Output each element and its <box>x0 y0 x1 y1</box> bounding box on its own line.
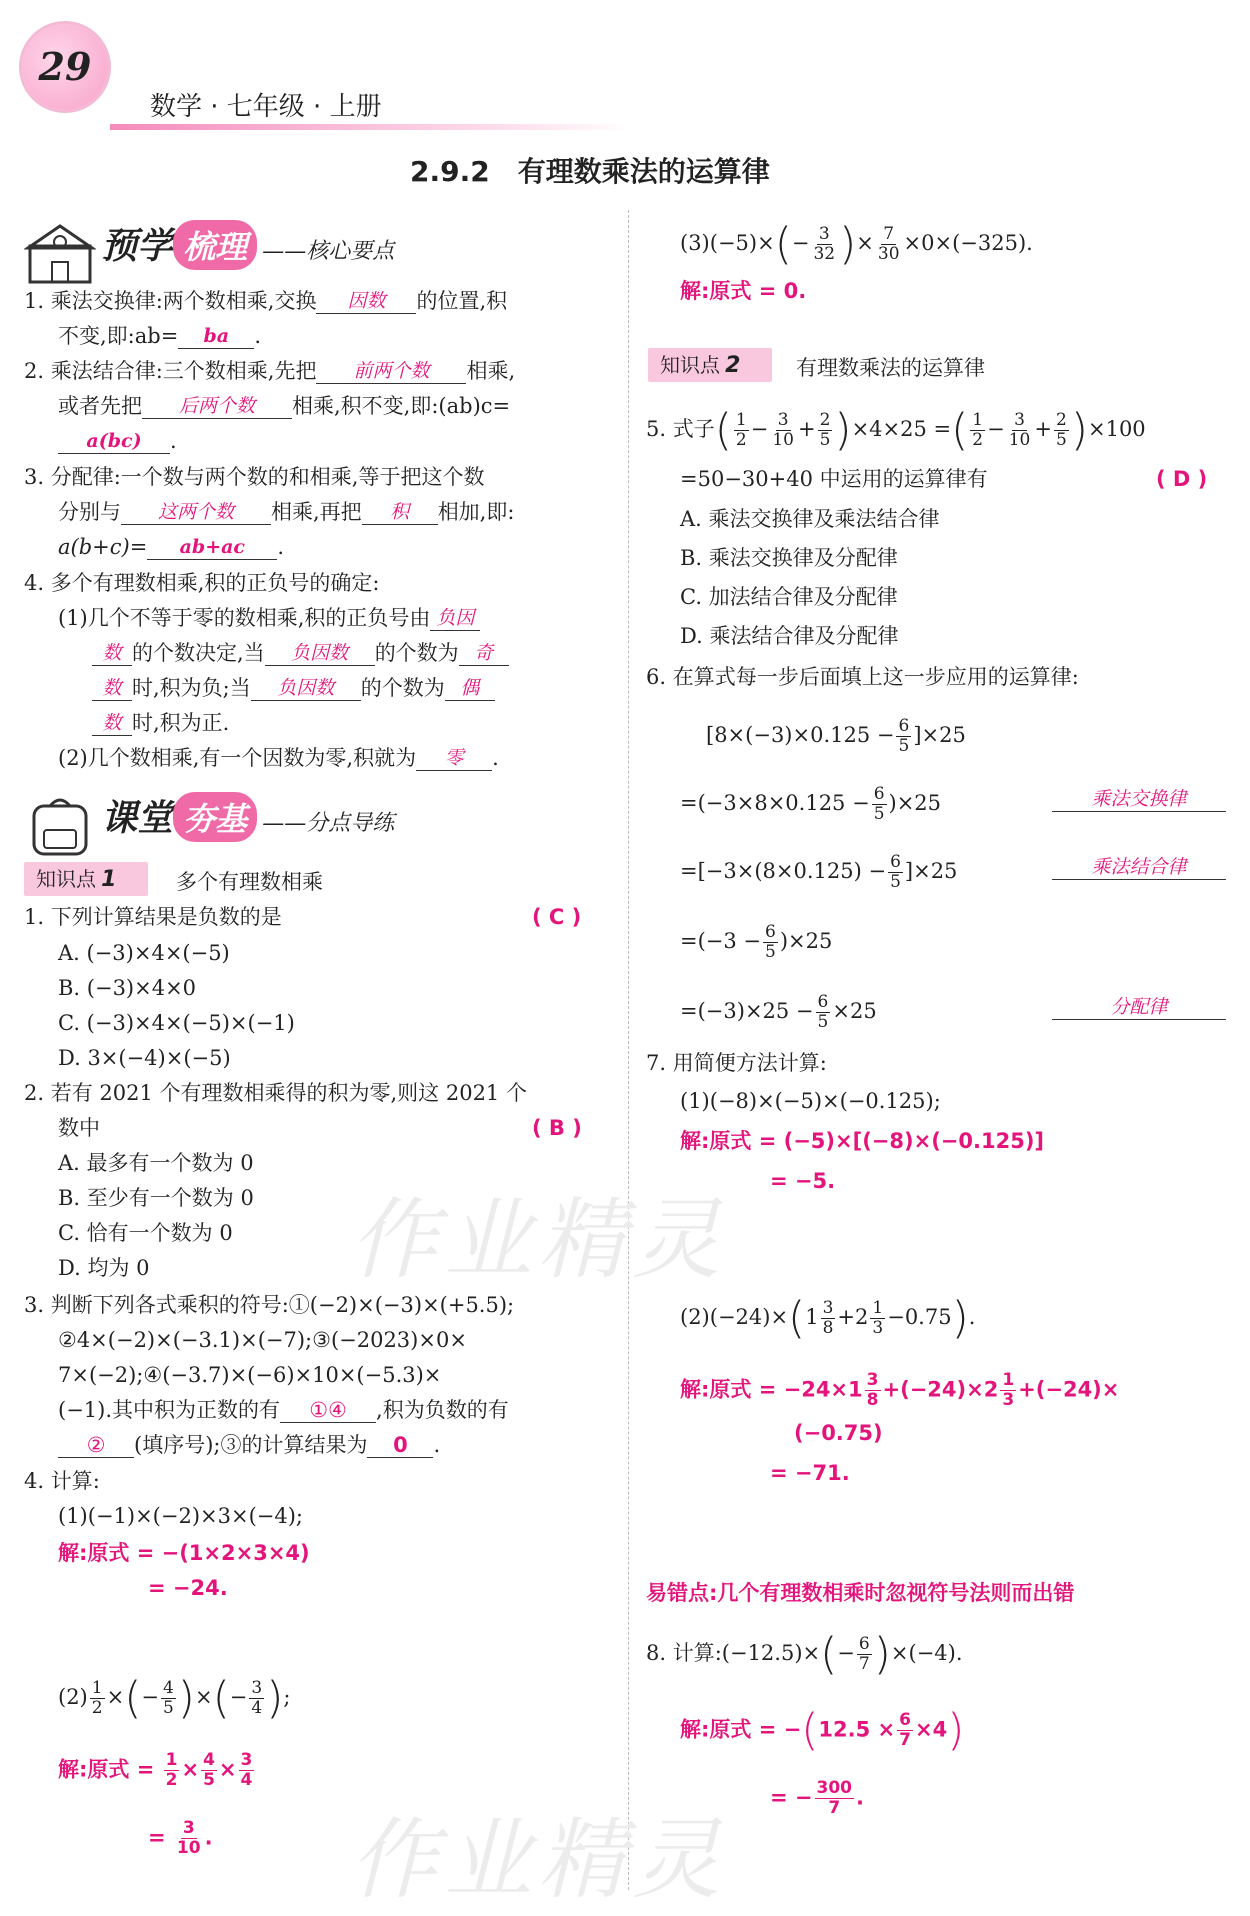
preview-q4-line3: 数 时,积为负;当 负因数 的个数为 偶 <box>92 675 495 701</box>
q8-solution-line1: 解:原式 = −(12.5 × $\frac{6}{7}$ ×4) <box>680 1704 965 1756</box>
q7-solution2-line1: 解:原式 = −24×1 $\frac{3}{8}$ +(−24)×2 $\frac{1}{3}$ +(−24)× <box>680 1370 1120 1410</box>
q1-option-d: D. 3×(−4)×(−5) <box>58 1046 231 1070</box>
q7-stem: 7. 用简便方法计算: <box>646 1051 827 1075</box>
school-icon <box>24 222 96 286</box>
preview-q3-line3: a(b+c)= ab+ac . <box>58 535 284 559</box>
preview-q2-line3: a(bc) . <box>58 428 177 454</box>
q2-stem-2: 数中 <box>58 1116 100 1140</box>
q6-row1: [8×(−3)×0.125 − $\frac{6}{5}$ ]×25 <box>706 716 966 756</box>
q5-stem-1: 5. 式子( $\frac{1}{2}$ − $\frac{3}{10}$ + $\frac{2}{5}$ )×4×25 =( $\frac{1}{2}$ − $\frac{3}{10}$ + $\frac{2}{5}$ )×100 <box>646 404 1146 456</box>
q1-option-c: C. (−3)×4×(−5)×(−1) <box>58 1011 295 1035</box>
preview-q4-line5: (2)几个数相乘,有一个因数为零,积就为 零 . <box>58 746 499 770</box>
preview-heading: 预学 梳理 ——核心要点 <box>24 218 394 286</box>
q2-answer: ( B ) <box>532 1116 582 1140</box>
q5-answer: ( D ) <box>1156 467 1208 491</box>
preview-q4-line2: 数 的个数决定,当 负因数 的个数为 奇 <box>92 640 509 666</box>
q7-solution2-line2: (−0.75) <box>794 1421 883 1445</box>
knowledge-point-2-tag: 知识点 2 <box>648 348 772 382</box>
q3-line5: ② (填序号);③的计算结果为 0 . <box>58 1432 440 1458</box>
q5-option-d: D. 乘法结合律及分配律 <box>680 624 899 648</box>
q7-solution1-line1: 解:原式 = (−5)×[(−8)×(−0.125)] <box>680 1129 1045 1153</box>
book-title: 数学 · 七年级 · 上册 <box>150 92 382 122</box>
preview-q1-line2: 不变,即:ab= ba . <box>58 324 261 348</box>
mistake-title: 易错点:几个有理数相乘时忽视符号法则而出错 <box>646 1581 1075 1605</box>
q6-law3: 分配律 <box>1052 994 1226 1020</box>
preview-q4-stem: 4. 多个有理数相乘,积的正负号的确定: <box>24 571 380 595</box>
watermark: 作业精灵 <box>350 1808 727 1911</box>
q5-option-a: A. 乘法交换律及乘法结合律 <box>680 507 940 531</box>
preview-q1-line1: 1. 乘法交换律:两个数相乘,交换 因数 的位置,积 <box>24 289 508 313</box>
classroom-heading: 课堂 夯基 ——分点导练 <box>24 790 394 858</box>
knowledge-point-1-tag: 知识点 1 <box>24 862 148 896</box>
q3-line3: 7×(−2);④(−3.7)×(−6)×10×(−5.3)× <box>58 1363 442 1387</box>
q1-option-b: B. (−3)×4×0 <box>58 976 197 1000</box>
q6-stem: 6. 在算式每一步后面填上这一步应用的运算律: <box>646 665 1079 689</box>
q3-line2: ②4×(−2)×(−3.1)×(−7);③(−2023)×0× <box>58 1328 467 1352</box>
q7-part2: (2)(−24)×(1 $\frac{3}{8}$ +2 $\frac{1}{3}$ −0.75). <box>680 1292 976 1344</box>
preview-q4-line1: (1)几个不等于零的数相乘,积的正负号由 负因 <box>58 605 480 631</box>
q3-line1: 3. 判断下列各式乘积的符号:①(−2)×(−3)×(+5.5); <box>24 1293 515 1317</box>
q2-option-b: B. 至少有一个数为 0 <box>58 1186 254 1210</box>
section-title: 2.9.2 有理数乘法的运算律 <box>410 155 770 188</box>
q6-row2: =(−3×8×0.125 − $\frac{6}{5}$ )×25 <box>680 784 942 824</box>
q8-stem: 8. 计算:(−12.5)×(− $\frac{6}{7}$ )×(−4). <box>646 1628 963 1680</box>
q5-option-b: B. 乘法交换律及分配律 <box>680 546 898 570</box>
q7-part1: (1)(−8)×(−5)×(−0.125); <box>680 1089 941 1113</box>
q4-solution2-line1: 解:原式 = $\frac{1}{2}$ × $\frac{4}{5}$ × $\frac{3}{4}$ <box>58 1750 253 1790</box>
q5-option-c: C. 加法结合律及分配律 <box>680 585 898 609</box>
backpack-icon <box>24 794 96 858</box>
watermark: 作业精灵 <box>350 1188 727 1291</box>
q4-part1: (1)(−1)×(−2)×3×(−4); <box>58 1504 303 1528</box>
q4-solution1-line2: = −24. <box>148 1576 228 1600</box>
header-rule <box>110 124 630 130</box>
q6-law1: 乘法交换律 <box>1052 786 1226 812</box>
q2-option-d: D. 均为 0 <box>58 1256 150 1280</box>
q6-row3: =[−3×(8×0.125) − $\frac{6}{5}$ ]×25 <box>680 852 958 892</box>
preview-q4-line4: 数 时,积为正. <box>92 710 229 736</box>
q7-solution1-line2: = −5. <box>770 1169 836 1193</box>
q4-stem: 4. 计算: <box>24 1469 100 1493</box>
q2-option-c: C. 恰有一个数为 0 <box>58 1221 233 1245</box>
knowledge-point-1-title: 多个有理数相乘 <box>176 870 323 894</box>
q4-part2: (2) $\frac{1}{2}$ ×(− $\frac{4}{5}$ )×(− $\frac{3}{4}$ ); <box>58 1672 291 1724</box>
q6-row4: =(−3 − $\frac{6}{5}$ )×25 <box>680 922 833 962</box>
q6-law2: 乘法结合律 <box>1052 854 1226 880</box>
preview-q3-line2: 分别与 这两个数 相乘,再把 积 相加,即: <box>58 500 515 524</box>
preview-q2-line2: 或者先把 后两个数 相乘,积不变,即:(ab)c= <box>58 394 511 418</box>
q4-solution2-line2: = $\frac{3}{10}$ . <box>148 1818 213 1858</box>
q2-stem-1: 2. 若有 2021 个有理数相乘得的积为零,则这 2021 个 <box>24 1081 527 1105</box>
q5-stem-2: =50−30+40 中运用的运算律有 <box>680 467 988 491</box>
page-number: 29 <box>38 44 92 89</box>
q1-stem: 1. 下列计算结果是负数的是 <box>24 905 282 929</box>
column-divider <box>628 210 629 1890</box>
q7-solution2-line3: = −71. <box>770 1461 850 1485</box>
knowledge-point-2-title: 有理数乘法的运算律 <box>796 356 985 380</box>
q4-part3: (3)(−5)×(− $\frac{3}{32}$ )× $\frac{7}{30}$ ×0×(−325). <box>680 218 1033 270</box>
q4-solution3: 解:原式 = 0. <box>680 279 807 303</box>
preview-q2-line1: 2. 乘法结合律:三个数相乘,先把 前两个数 相乘, <box>24 359 516 383</box>
q2-option-a: A. 最多有一个数为 0 <box>58 1151 254 1175</box>
q3-line4: (−1).其中积为正数的有 ①④ ,积为负数的有 <box>58 1398 509 1422</box>
q4-solution1-line1: 解:原式 = −(1×2×3×4) <box>58 1541 310 1565</box>
q1-answer: ( C ) <box>532 905 582 929</box>
q8-solution-line2: = − $\frac{300}{7}$ . <box>770 1778 864 1818</box>
preview-q3-line1: 3. 分配律:一个数与两个数的和相乘,等于把这个数 <box>24 465 485 489</box>
q1-option-a: A. (−3)×4×(−5) <box>58 941 230 965</box>
q6-row5: =(−3)×25 − $\frac{6}{5}$ ×25 <box>680 992 877 1032</box>
